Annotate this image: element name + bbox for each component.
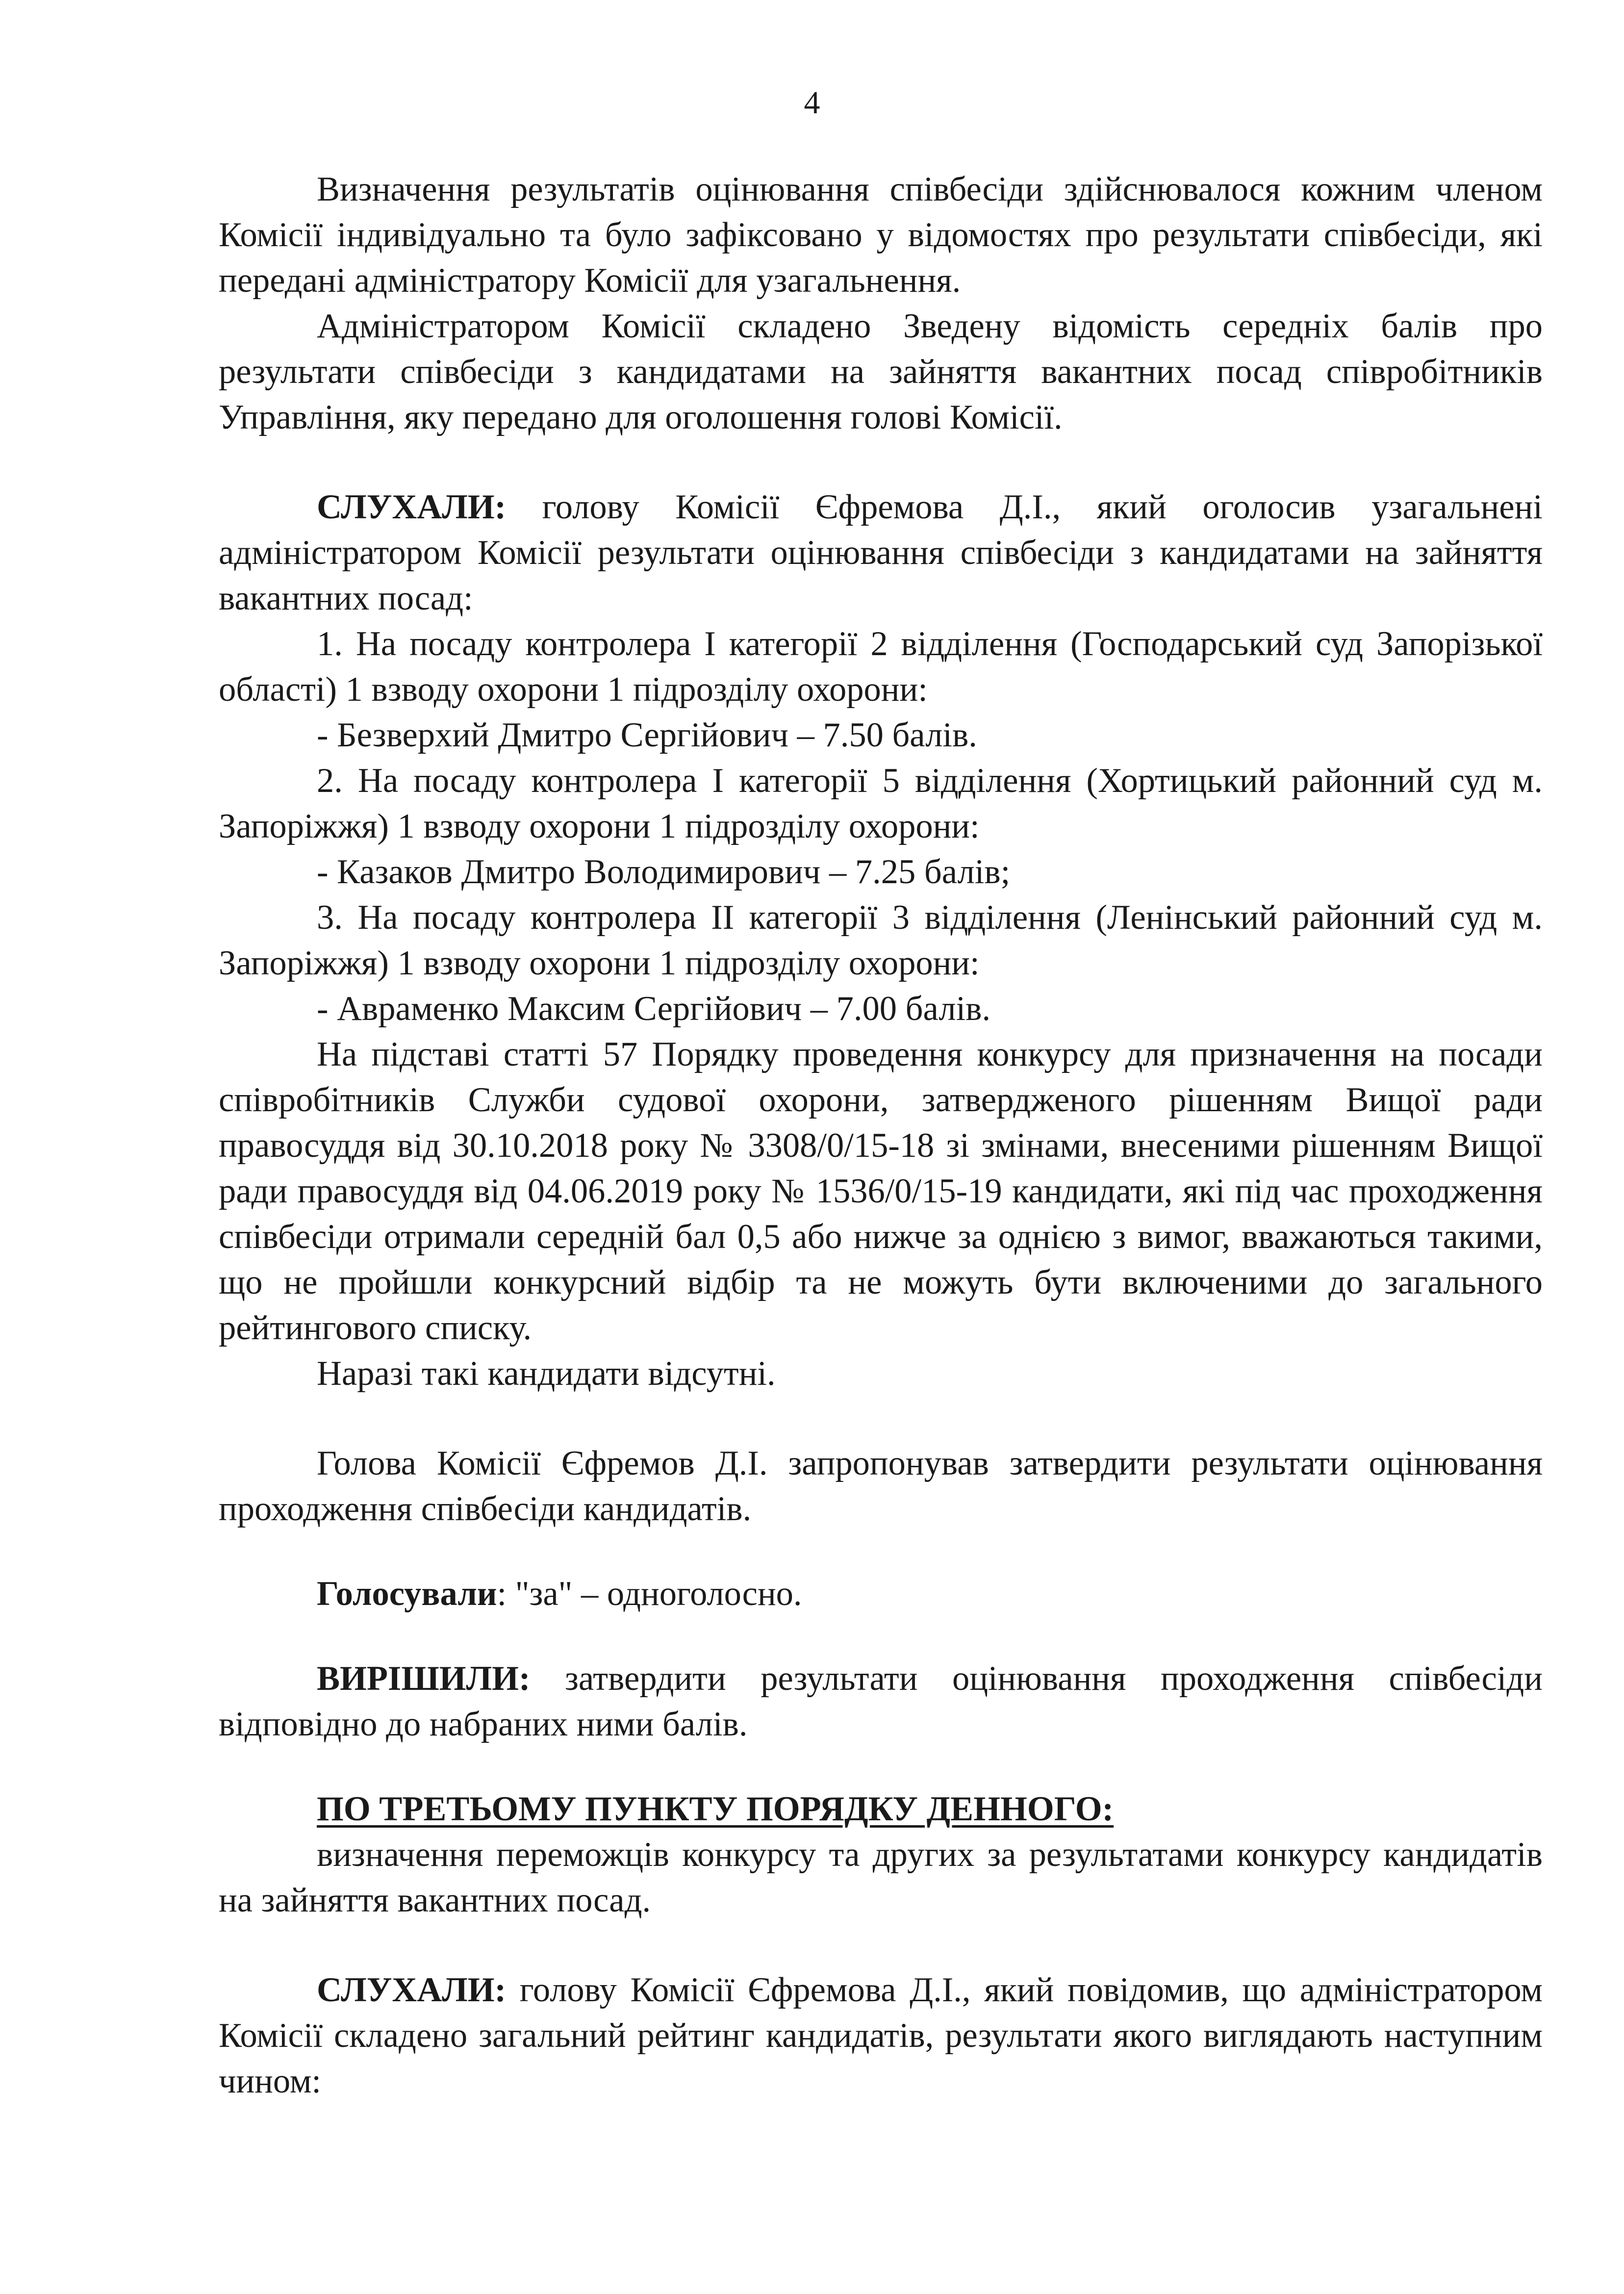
heard-text: голову Комісії Єфремова Д.І., який оголосив узагальнені адміністратором Комісії результати оцінювання співбесіди з кандидатами на зайняття вакантних посад:	[219, 488, 1543, 617]
paragraph-summary-sheet: Адміністратором Комісії складено Зведену відомість середніх балів про результати співбесіди з кандидатами на зайняття вакантних посад співробітників Управління, яку передано для оголошення голові Комісії.	[219, 307, 1543, 436]
position-item-2: 2. На посаду контролера І категорії 5 відділення (Хортицький районний суд м. Запоріжжя) 1 взводу охорони 1 підрозділу охорони:	[219, 762, 1543, 845]
decided-text: затвердити результати оцінювання проходження співбесіди відповідно до набраних ними балів.	[219, 1659, 1543, 1743]
paragraph-evaluation: Визначення результатів оцінювання співбесіди здійснювалося кожним членом Комісії індивідуально та було зафіксовано у відомостях про результати співбесіди, які передані адміністратору Комісії для узагальнення.	[219, 170, 1543, 300]
heard-text-2: голову Комісії Єфремова Д.І., який повідомив, що адміністратором Комісії складено загальний рейтинг кандидатів, результати якого виглядають наступним чином:	[219, 1971, 1543, 2100]
position-item-3: 3. На посаду контролера ІІ категорії 3 відділення (Ленінський районний суд м. Запоріжжя) 1 взводу охорони 1 підрозділу охорони:	[219, 898, 1543, 982]
decided-label: ВИРІШИЛИ:	[317, 1659, 531, 1698]
paragraph-proposal: Голова Комісії Єфремов Д.І. запропонував затвердити результати оцінювання проходження співбесіди кандидатів.	[219, 1444, 1543, 1528]
paragraph-legal-basis: На підставі статті 57 Порядку проведення конкурсу для призначення на посади співробітників Служби судової охорони, затвердженого рішенням Вищої ради правосуддя від 30.10.2018 року № 3308/0/15-18 зі змінами, внесеними рішенням Вищої ради правосуддя від 04.06.2019 року № 1536/0/15-19 кандидати, які під час проходження співбесіди отримали середній бал 0,5 або нижче за однією з вимог, вважаються такими, що не пройшли конкурсний відбір та не можуть бути включеними до загального рейтингового списку.	[219, 1035, 1543, 1347]
heard-label-2: СЛУХАЛИ:	[317, 1971, 507, 2009]
position-item-1: 1. На посаду контролера І категорії 2 відділення (Господарський суд Запорізької області) 1 взводу охорони 1 підрозділу охорони:	[219, 625, 1543, 709]
spacer	[219, 440, 1543, 484]
page-number: 4	[804, 85, 820, 121]
spacer	[219, 1617, 1543, 1656]
vote-label: Голосували	[317, 1575, 497, 1613]
vote-text: : "за" – одноголосно.	[497, 1575, 802, 1613]
paragraph-decided	[219, 1656, 1543, 1747]
spacer	[219, 1532, 1543, 1571]
candidate-3: - Авраменко Максим Сергійович – 7.00 балів.	[317, 990, 991, 1028]
heard-label: СЛУХАЛИ:	[317, 488, 507, 526]
paragraph-heard-1	[219, 484, 1543, 621]
document-body	[219, 167, 1543, 2104]
paragraph-no-candidates: Наразі такі кандидати відсутні.	[317, 1354, 776, 1393]
candidate-1: - Безверхий Дмитро Сергійович – 7.50 балів.	[317, 716, 977, 754]
spacer	[219, 1747, 1543, 1786]
section-heading-paragraph	[219, 1786, 1543, 1832]
spacer	[219, 1397, 1543, 1441]
section-heading: ПО ТРЕТЬОМУ ПУНКТУ ПОРЯДКУ ДЕННОГО:	[317, 1790, 1114, 1828]
paragraph-heard-2	[219, 1967, 1543, 2104]
spacer	[219, 1923, 1543, 1967]
candidate-2: - Казаков Дмитро Володимирович – 7.25 балів;	[317, 853, 1011, 891]
paragraph-vote	[219, 1571, 1543, 1617]
section-description: визначення переможців конкурсу та других за результатами конкурсу кандидатів на зайняття вакантних посад.	[219, 1835, 1543, 1919]
